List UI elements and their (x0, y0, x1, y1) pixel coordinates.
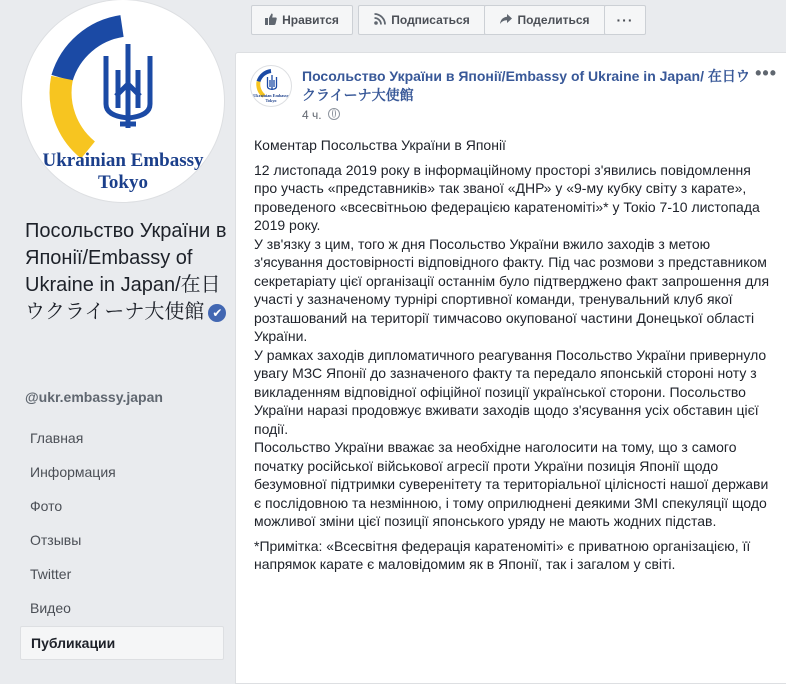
post-author-link[interactable]: Посольство України в Японії/Embassy of Ukraine in Japan/ 在日ウクライーナ大使館 (302, 68, 750, 103)
nav-item-twitter[interactable]: Twitter (30, 566, 72, 582)
post-paragraph: Посольство України вважає за необхідне наголосити на тому, що з самого початку російської військової агресії проти України позиція Японії щодо безумовної підтримки суверенітету та територіальної цілісності нашої держави є послідовною та незмінною, і тому оприлюднені деякими ЗМІ спекуляції щодо можливої зміни цієї позиції японського уряду не мають жодних підстав. (254, 439, 769, 529)
post-text (254, 136, 774, 580)
share-button[interactable] (484, 5, 606, 35)
post-paragraph: Коментар Посольства України в Японії (254, 137, 506, 153)
avatar-title-line2: Tokyo (98, 172, 148, 193)
page-nav (20, 422, 224, 660)
page-title-text: Посольство України в Японії/Embassy of Ukraine in Japan/在日ウクライーナ大使館 (25, 220, 227, 323)
nav-item-videos[interactable]: Видео (30, 600, 71, 616)
nav-item-reviews[interactable]: Отзывы (30, 532, 82, 548)
share-arrow-icon (500, 13, 512, 25)
page-sidebar (0, 0, 236, 669)
subscribe-label: Подписаться (391, 13, 470, 27)
trident-icon (106, 44, 150, 128)
page-avatar[interactable] (22, 0, 224, 202)
rss-icon (374, 13, 386, 25)
verified-check-icon: ✔ (208, 304, 226, 322)
thumbs-up-icon (265, 13, 277, 25)
post-paragraph: У зв'язку з цим, того ж дня Посольство України вжило заходів з метою з'ясування достовірності відповідного факту. Під час розмови з представником секретаріату цієї організації останнім було підтверджено факт запрошення для участі у зазначеному турнірі спортивної команди, тренувальний клуб якої розташований на території тимчасово окупованої частини Донецької області України. (254, 235, 770, 344)
nav-item-home[interactable]: Главная (30, 430, 84, 446)
post-timestamp[interactable] (302, 108, 340, 122)
nav-item-posts[interactable]: Публикации (20, 626, 224, 660)
page-title[interactable] (25, 218, 230, 326)
avatar-title-line1: Ukrainian Embassy (42, 150, 204, 171)
subscribe-button[interactable] (358, 5, 486, 35)
nav-item-about[interactable]: Информация (30, 464, 116, 480)
globe-icon (328, 108, 340, 120)
post-options-icon[interactable]: ••• (755, 63, 777, 83)
embassy-logo-small-icon (251, 66, 291, 106)
post-time: 4 ч. (302, 108, 322, 122)
nav-item-photos[interactable]: Фото (30, 498, 63, 514)
more-button[interactable] (604, 5, 646, 35)
post-paragraph: У рамках заходів дипломатичного реагування Посольство України привернуло увагу МЗС Японії до зазначеного факту та передало японській стороні ноту з викладенням відповідної офіційної позиції української сторони. Посольство України наразі продовжує вживати заходів щодо з'ясування усіх обставин цієї події. (254, 346, 767, 437)
post-author-avatar[interactable] (250, 65, 292, 107)
post-paragraph: *Примітка: «Всесвітня федерація каратеноміті» є приватною організацією, її напрямок карате є маловідомим як в Японії, так і загалом у світі. (254, 537, 751, 572)
like-label: Нравится (282, 13, 339, 27)
post-paragraph: 12 листопада 2019 року в інформаційному просторі з'явились повідомлення про участь «представників» так званої «ДНР» у «9-му кубку світу з карате», проведеного «всесвітньою федерацією каратеноміті»* у Токіо 7-10 листопада 2019 року. (254, 161, 760, 233)
like-button[interactable] (251, 5, 353, 35)
page-handle[interactable]: @ukr.embassy.japan (25, 389, 163, 405)
more-dots-icon: ··· (616, 12, 634, 28)
post-card (235, 52, 786, 684)
post-avatar-line2: Tokyo (265, 98, 277, 103)
post-avatar-line1: Ukrainian Embassy (253, 93, 289, 98)
share-label: Поделиться (517, 13, 590, 27)
